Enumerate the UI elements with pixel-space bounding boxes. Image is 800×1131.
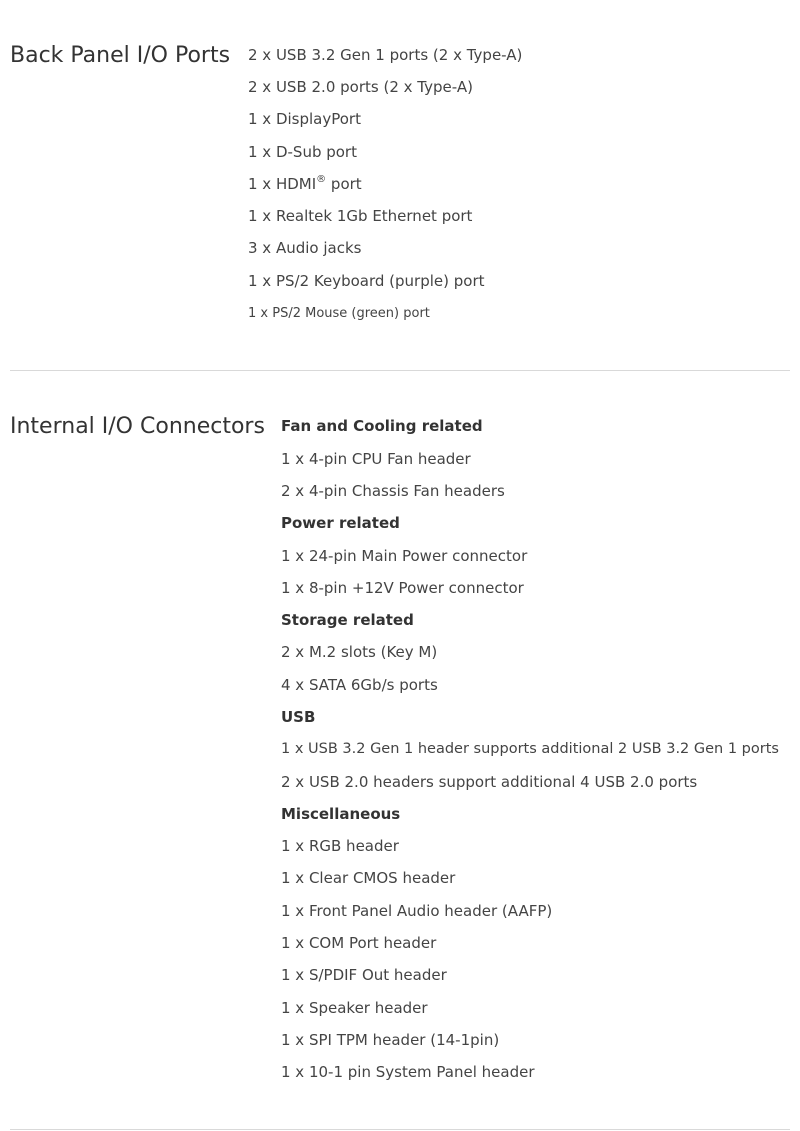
list-item: 1 x D-Sub port xyxy=(248,143,357,161)
list-item: 1 x 4-pin CPU Fan header xyxy=(281,450,471,468)
hdmi-text: 1 x HDMI xyxy=(248,175,317,193)
list-item: 1 x DisplayPort xyxy=(248,110,361,128)
list-item: 1 x Realtek 1Gb Ethernet port xyxy=(248,207,473,225)
list-item: 1 x S/PDIF Out header xyxy=(281,966,447,984)
list-item: 1 x 24-pin Main Power connector xyxy=(281,547,528,565)
list-item: 1 x USB 3.2 Gen 1 header supports additional 2 USB 3.2 Gen 1 ports xyxy=(281,741,779,757)
group-heading-storage: Storage related xyxy=(281,611,414,629)
group-heading-misc: Miscellaneous xyxy=(281,805,401,823)
internal-io-label: Internal I/O Connectors xyxy=(10,414,265,439)
list-item: 1 x 10-1 pin System Panel header xyxy=(281,1063,535,1081)
list-item: 2 x M.2 slots (Key M) xyxy=(281,643,438,661)
list-item: 1 x COM Port header xyxy=(281,934,437,952)
list-item: 1 x PS/2 Mouse (green) port xyxy=(248,306,430,321)
list-item: 3 x Audio jacks xyxy=(248,239,362,257)
list-item-hdmi xyxy=(248,174,362,194)
group-heading-fan: Fan and Cooling related xyxy=(281,417,483,435)
group-heading-usb: USB xyxy=(281,708,316,726)
list-item: 1 x PS/2 Keyboard (purple) port xyxy=(248,272,485,290)
list-item: 1 x Clear CMOS header xyxy=(281,869,456,887)
list-item: 2 x USB 2.0 ports (2 x Type-A) xyxy=(248,78,473,96)
list-item: 2 x USB 3.2 Gen 1 ports (2 x Type-A) xyxy=(248,46,523,64)
list-item: 1 x RGB header xyxy=(281,837,399,855)
registered-mark: ® xyxy=(316,174,327,185)
list-item: 4 x SATA 6Gb/s ports xyxy=(281,676,438,694)
list-item: 1 x Speaker header xyxy=(281,999,428,1017)
group-heading-power: Power related xyxy=(281,514,400,532)
hdmi-suffix: port xyxy=(326,175,362,193)
list-item: 1 x Front Panel Audio header (AAFP) xyxy=(281,902,553,920)
back-panel-label: Back Panel I/O Ports xyxy=(10,43,231,68)
list-item: 1 x 8-pin +12V Power connector xyxy=(281,579,524,597)
section-divider xyxy=(10,370,790,371)
list-item: 1 x SPI TPM header (14-1pin) xyxy=(281,1031,500,1049)
section-divider xyxy=(10,1129,790,1130)
list-item: 2 x 4-pin Chassis Fan headers xyxy=(281,482,505,500)
list-item: 2 x USB 2.0 headers support additional 4 USB 2.0 ports xyxy=(281,773,698,791)
